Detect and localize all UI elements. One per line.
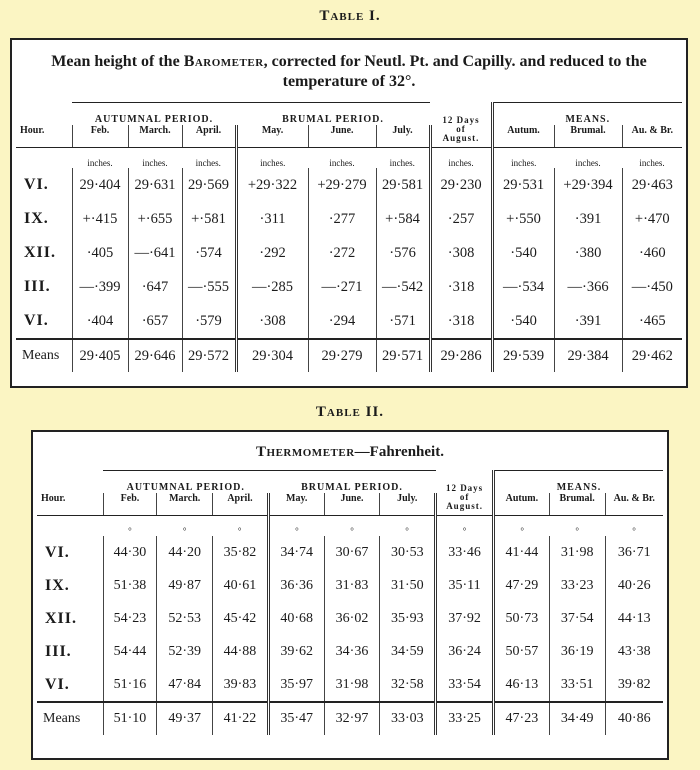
hour-row (16, 236, 682, 270)
value-cell: 31·83 (324, 569, 380, 602)
title-suffix: —Fahrenheit. (354, 444, 444, 460)
hour-column-header: Hour. (37, 493, 103, 516)
col-brumal: Brumal. (554, 125, 622, 148)
title-prefix: Mean height of the (51, 53, 184, 70)
value-cell: 35·47 (268, 702, 324, 735)
value-cell: 29·286 (430, 339, 492, 372)
means-row (37, 702, 663, 735)
value-cell: 45·42 (213, 602, 269, 635)
value-cell: 33·03 (380, 702, 436, 735)
value-cell: +·415 (72, 202, 128, 236)
group-header-row (16, 103, 682, 126)
value-cell: 32·97 (324, 702, 380, 735)
value-cell: 34·74 (268, 536, 324, 569)
value-cell: 36·71 (617, 544, 651, 560)
value-cell: 29·384 (554, 339, 622, 372)
hour-row (37, 602, 663, 635)
hour-row (16, 304, 682, 339)
hour-label: VI. (37, 668, 103, 702)
value-cell: 29·531 (492, 168, 554, 202)
col-feb: Feb. (72, 125, 128, 148)
value-cell: 29·462 (622, 339, 682, 372)
hour-row (37, 536, 663, 569)
value-cell: ·540 (492, 236, 554, 270)
thermometer-table-body (37, 536, 663, 735)
value-cell: 34·59 (380, 635, 436, 668)
col-au-br: Au. & Br. (605, 493, 663, 516)
value-cell: —·450 (631, 278, 673, 295)
unit-cell: inches. (575, 158, 601, 168)
value-cell: +29·279 (308, 168, 376, 202)
value-cell: 31·98 (549, 536, 605, 569)
group-means: MEANS. (494, 471, 664, 494)
group-brumal: BRUMAL PERIOD. (236, 103, 430, 126)
title-instrument: Barometer (183, 53, 264, 70)
col-brumal: Brumal. (549, 493, 605, 516)
value-cell: ·465 (639, 312, 666, 329)
unit-cell: inches. (639, 158, 665, 168)
value-cell: 44·20 (157, 536, 213, 569)
value-cell: ·391 (554, 304, 622, 339)
value-cell: 39·83 (213, 668, 269, 702)
value-cell: 35·82 (213, 536, 269, 569)
value-cell: ·404 (72, 304, 128, 339)
title-instrument: Thermometer (256, 444, 355, 460)
hour-label: XII. (37, 602, 103, 635)
col-march: March. (128, 125, 182, 148)
value-cell: 35·97 (268, 668, 324, 702)
value-cell: 29·631 (128, 168, 182, 202)
value-cell: 41·44 (494, 536, 550, 569)
hour-label: III. (37, 635, 103, 668)
value-cell: +29·394 (554, 168, 622, 202)
col-july: July. (380, 493, 436, 516)
value-cell: 41·22 (213, 702, 269, 735)
barometer-table (16, 102, 682, 372)
value-cell: ·647 (128, 270, 182, 304)
value-cell: ·391 (554, 202, 622, 236)
value-cell: 29·304 (236, 339, 308, 372)
value-cell: 29·404 (72, 168, 128, 202)
unit-cell: inches. (260, 158, 286, 168)
value-cell: ·308 (236, 304, 308, 339)
thermometer-table (37, 470, 663, 735)
table1-caption: Table I. (319, 8, 381, 24)
hour-label: IX. (16, 202, 72, 236)
group-twelve-days: 12 Days of August. (430, 103, 492, 148)
value-cell: 29·581 (376, 168, 430, 202)
means-label: Means (16, 339, 72, 372)
column-header-row (37, 493, 663, 516)
hour-row (37, 635, 663, 668)
degree-mark: ° (295, 526, 299, 536)
value-cell: ·308 (430, 236, 492, 270)
hour-label: VI. (16, 168, 72, 202)
unit-row (16, 148, 682, 169)
group-brumal: BRUMAL PERIOD. (268, 471, 435, 494)
value-cell: 46·13 (494, 668, 550, 702)
value-cell: 40·26 (617, 577, 651, 593)
value-cell: 34·49 (549, 702, 605, 735)
hour-row (16, 270, 682, 304)
hour-row (16, 202, 682, 236)
value-cell: 36·02 (324, 602, 380, 635)
value-cell: 29·571 (376, 339, 430, 372)
value-cell: 47·84 (157, 668, 213, 702)
value-cell: ·294 (308, 304, 376, 339)
value-cell: 29·405 (72, 339, 128, 372)
degree-mark: ° (182, 526, 187, 536)
value-cell: ·380 (554, 236, 622, 270)
value-cell: 36·36 (268, 569, 324, 602)
value-cell: ·576 (376, 236, 430, 270)
thermometer-table-title (33, 442, 667, 462)
column-header-row (16, 125, 682, 148)
value-cell: 34·36 (324, 635, 380, 668)
degree-mark: ° (380, 516, 436, 537)
value-cell: 39·62 (268, 635, 324, 668)
value-cell: 36·19 (549, 635, 605, 668)
value-cell: ·579 (182, 304, 236, 339)
value-cell: ·257 (430, 202, 492, 236)
group-autumnal: AUTUMNAL PERIOD. (103, 471, 268, 494)
value-cell: 33·54 (436, 668, 494, 702)
value-cell: 54·44 (103, 635, 157, 668)
value-cell: 30·67 (324, 536, 380, 569)
group-twelve-days: 12 Days of August. (436, 471, 494, 516)
unit-cell: inches. (329, 158, 355, 168)
col-autum: Autum. (494, 493, 550, 516)
col-may: May. (236, 125, 308, 148)
value-cell: 44·88 (213, 635, 269, 668)
value-cell: 43·38 (617, 643, 651, 659)
hour-label: VI. (16, 304, 72, 339)
value-cell: +·470 (634, 210, 670, 227)
value-cell: 52·53 (157, 602, 213, 635)
value-cell: ·311 (236, 202, 308, 236)
value-cell: +·655 (128, 202, 182, 236)
hour-column-header: Hour. (16, 125, 72, 148)
degree-mark: ° (436, 516, 494, 537)
col-autum: Autum. (492, 125, 554, 148)
value-cell: 37·92 (436, 602, 494, 635)
value-cell: 29·279 (308, 339, 376, 372)
value-cell: 51·38 (103, 569, 157, 602)
value-cell: —·542 (376, 270, 430, 304)
value-cell: 30·53 (380, 536, 436, 569)
unit-cell: inches. (87, 158, 113, 168)
means-label: Means (37, 702, 103, 735)
value-cell: 32·58 (380, 668, 436, 702)
value-cell: 50·73 (494, 602, 550, 635)
title-suffix: , corrected for Neutl. Pt. and Capilly. and reduced to the temperature of 32°. (263, 53, 647, 90)
value-cell: 37·54 (549, 602, 605, 635)
value-cell: +·584 (376, 202, 430, 236)
value-cell: 33·23 (549, 569, 605, 602)
value-cell: 36·24 (436, 635, 494, 668)
col-feb: Feb. (103, 493, 157, 516)
value-cell: 51·10 (103, 702, 157, 735)
value-cell: 54·23 (103, 602, 157, 635)
value-cell: 31·50 (380, 569, 436, 602)
value-cell: 29·230 (430, 168, 492, 202)
hour-row (37, 569, 663, 602)
value-cell: ·574 (182, 236, 236, 270)
value-cell: 31·98 (324, 668, 380, 702)
barometer-table-body (16, 168, 682, 372)
value-cell: 29·646 (128, 339, 182, 372)
unit-cell: inches. (142, 158, 168, 168)
col-april: April. (182, 125, 236, 148)
table2-caption: Table II. (315, 404, 385, 420)
value-cell: —·285 (236, 270, 308, 304)
hour-row (16, 168, 682, 202)
value-cell: 47·23 (494, 702, 550, 735)
col-june: June. (308, 125, 376, 148)
value-cell: 35·93 (380, 602, 436, 635)
group-means: MEANS. (492, 103, 682, 126)
group-autumnal: AUTUMNAL PERIOD. (72, 103, 236, 126)
col-au-br: Au. & Br. (622, 125, 682, 148)
value-cell: ·272 (308, 236, 376, 270)
unit-cell: inches. (376, 148, 430, 169)
col-june: June. (324, 493, 380, 516)
value-cell: ·318 (430, 270, 492, 304)
degree-mark: ° (575, 526, 579, 536)
degree-mark: ° (520, 526, 524, 536)
means-row (16, 339, 682, 372)
hour-label: VI. (37, 536, 103, 569)
value-cell: ·405 (72, 236, 128, 270)
value-cell: 44·30 (103, 536, 157, 569)
barometer-table-panel (10, 38, 688, 388)
value-cell: ·318 (430, 304, 492, 339)
unit-row (37, 516, 663, 537)
value-cell: —·534 (492, 270, 554, 304)
value-cell: 49·87 (157, 569, 213, 602)
degree-mark: ° (213, 516, 269, 537)
value-cell: 33·25 (436, 702, 494, 735)
value-cell: 29·463 (631, 176, 673, 193)
value-cell: 49·37 (157, 702, 213, 735)
value-cell: —·271 (308, 270, 376, 304)
value-cell: 52·39 (157, 635, 213, 668)
value-cell: 40·61 (213, 569, 269, 602)
value-cell: ·657 (128, 304, 182, 339)
value-cell: 35·11 (436, 569, 494, 602)
unit-cell: inches. (511, 158, 537, 168)
value-cell: 29·539 (492, 339, 554, 372)
group-header-row (37, 471, 663, 494)
value-cell: ·277 (308, 202, 376, 236)
value-cell: ·460 (639, 244, 666, 261)
value-cell: ·292 (236, 236, 308, 270)
value-cell: 40·86 (605, 702, 663, 735)
degree-mark: ° (128, 526, 132, 536)
value-cell: 51·16 (103, 668, 157, 702)
value-cell: —·399 (72, 270, 128, 304)
hour-row (37, 668, 663, 702)
value-cell: —·555 (182, 270, 236, 304)
col-march: March. (157, 493, 213, 516)
value-cell: ·571 (376, 304, 430, 339)
col-april: April. (213, 493, 269, 516)
degree-mark: ° (350, 526, 354, 536)
value-cell: +·581 (182, 202, 236, 236)
barometer-table-title (12, 52, 686, 92)
value-cell: 39·82 (617, 676, 651, 692)
thermometer-table-panel (31, 430, 669, 760)
value-cell: 47·29 (494, 569, 550, 602)
value-cell: +29·322 (236, 168, 308, 202)
unit-cell: inches. (430, 148, 492, 169)
unit-cell: inches. (182, 148, 236, 169)
value-cell: —·366 (554, 270, 622, 304)
col-july: July. (376, 125, 430, 148)
hour-label: XII. (16, 236, 72, 270)
value-cell: 33·51 (549, 668, 605, 702)
value-cell: ·540 (492, 304, 554, 339)
hour-label: III. (16, 270, 72, 304)
value-cell: 44·13 (617, 610, 651, 626)
value-cell: +·550 (492, 202, 554, 236)
value-cell: 40·68 (268, 602, 324, 635)
value-cell: 50·57 (494, 635, 550, 668)
value-cell: —·641 (128, 236, 182, 270)
hour-label: IX. (37, 569, 103, 602)
value-cell: 33·46 (436, 536, 494, 569)
value-cell: 29·569 (182, 168, 236, 202)
degree-mark: ° (632, 526, 636, 536)
col-may: May. (268, 493, 324, 516)
value-cell: 29·572 (182, 339, 236, 372)
